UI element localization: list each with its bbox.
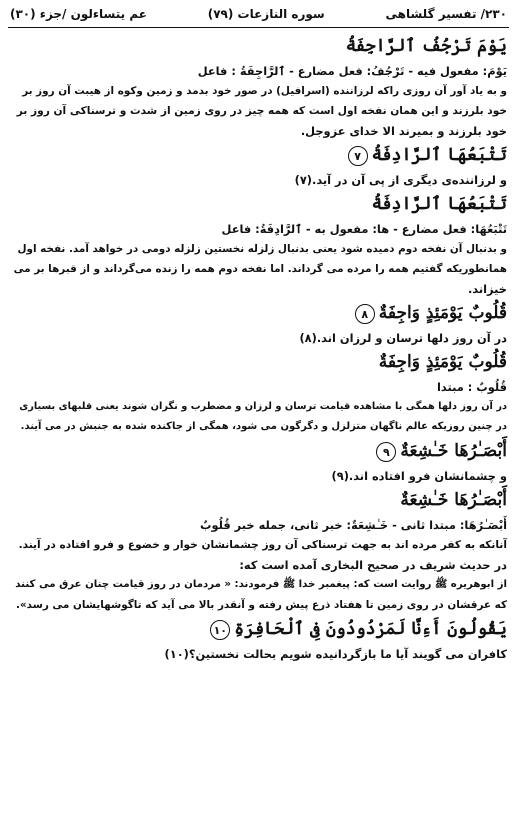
quran-verse [14,32,507,61]
quran-verse [14,299,507,328]
verse-text: قُلُوبٌ يَوْمَئِذٍ وَاجِفَةٌ [378,352,507,372]
text-line: أَبْصَـٰرُهَا: مبتدا ثانی - خَـٰشِعَةٌ: خبر ثانی، جمله خبر قُلُوبٌ [200,518,507,532]
text-line: خود بلرزند و این همان نفخه اول است که همه چیز در روی زمین از شدت و ترسناکی آن روز بر [16,105,507,117]
text-line: همانطوریکه گفتیم همه را مرده می گرداند. اما نفخه دوم همه را زنده می‌گرداند و از قبرها بر می [13,263,507,275]
text-line: تَتْبَعُهَا: فعل مضارع - ها: مفعول به - ٱلرَّادِفَةُ: فاعل [221,222,507,236]
text-line: يَوْمَ: مفعول فيه - تَرْجُفُ: فعل مضارع - ٱلرَّاجِفَةُ : فاعل [197,64,507,78]
page-number-title: ۲۳۰/ تفسیر گلشاهی [385,7,507,21]
verse-text: أَبْصَـٰرُهَا خَـٰشِعَةٌ [400,441,507,461]
text-line: قُلُوبٌ : مبتدا [436,380,507,394]
verse-text: تَتْبَعُهَا ٱلرَّادِفَةُ [371,194,507,214]
quran-verse [14,348,507,377]
verse-number-marker: ۹ [376,442,396,462]
page-header [10,4,507,24]
verse-text: قُلُوبٌ يَوْمَئِذٍ وَاجِفَةٌ [378,303,507,323]
text-line: خود بلرزند و بمیرند الا خدای عزوجل. [300,124,507,138]
verse-number-marker: ۸ [355,304,375,324]
text-line: و بدنبال آن نفخه دوم دمیده شود یعنی بدنبال زلزله نخستین زلزله دومی در خواهد آمد. نفخه اول [17,243,507,255]
text-line: خیزاند. [467,282,507,296]
verse-text: يَوْمَ تَرْجُفُ ٱلرَّاجِفَةُ [345,36,507,56]
verse-text: تَتْبَعُهَا ٱلرَّادِفَةُ [371,145,507,165]
text-line: که عرقشان در روی زمین تا هفتاد ذرع پیش رفته و آنقدر بالا می آید که تاگوشهایشان می رسد». [15,599,507,611]
text-line: و لرزاننده‌ی دیگری از پی آن در آید.(۷) [294,173,507,187]
header-divider [8,27,509,28]
verse-number-marker: ۷ [348,146,368,166]
quran-verse [14,486,507,515]
text-line: از ابوهریره ﷺ روایت است که: پیغمبر خدا ﷺ فرمودند: « مردمان در روز قیامت چنان عرق می کنند [15,579,507,590]
text-line: و چشمانشان فرو افتاده اند.(۹) [331,469,507,483]
page-body [14,32,507,664]
juz-title: عم یتساءلون /جزء (۳۰) [10,7,147,21]
text-line: در آن روز دلها ترسان و لرزان اند.(۸) [299,331,507,345]
verse-number-marker: ۱۰ [210,620,230,640]
text-line: در حدیث شریف در صحیح البخاری آمده است که: [239,558,507,572]
verse-text: يَقُولُونَ أَءِنَّا لَمَرْدُودُونَ فِى ٱلْحَافِرَةِ [234,619,507,639]
quran-verse [14,615,507,644]
verse-text: أَبْصَـٰرُهَا خَـٰشِعَةٌ [400,490,507,510]
surah-title: سوره النازعات (۷۹) [207,7,325,21]
quran-verse [14,190,507,219]
quran-verse [14,437,507,466]
text-line: کافران می گویند آیا ما بازگردانیده شویم بحالت نخستین؟(۱۰) [164,647,507,661]
quran-verse [14,141,507,170]
text-line: آنانکه به کفر مرده اند به جهت ترسناکی آن روز چشمانشان خوار و خضوع و فرو افتاده در آیند. [18,539,507,551]
text-line: در چنین روزیکه عالم ناگهان متزلزل و دگرگون می شود، همگی از جاکنده شده به جنبش در می آیند. [20,421,507,432]
text-line: و به یاد آور آن روزی راکه لرزاننده (اسرافیل) در صور خود بدمد و زمین وکوه از هیبت آن روز بر [22,85,507,97]
text-line: در آن روز دلها همگی با مشاهده قیامت ترسان و لرزان و مضطرب و نگران شوند یعنی قلبهای بسیاری [19,401,507,412]
